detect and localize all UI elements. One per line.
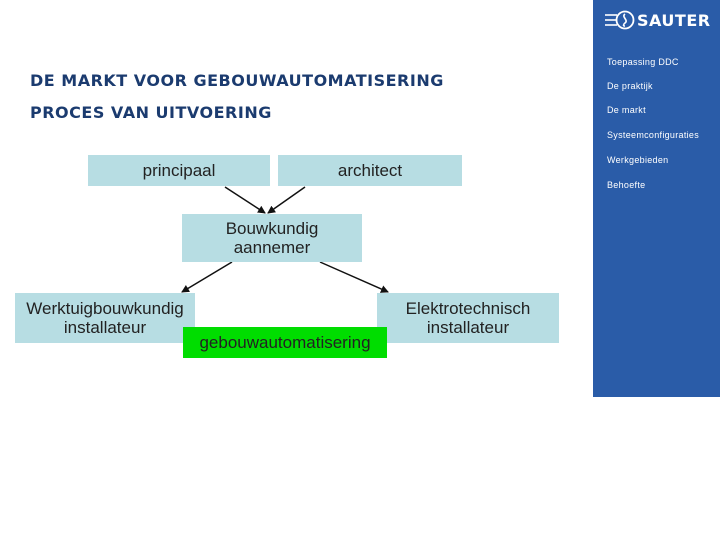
node-gebouwautomatisering: [183, 327, 387, 358]
node-gebouw-label: gebouwautomatisering: [199, 333, 371, 352]
nav-item-werkgebieden[interactable]: Werkgebieden: [607, 155, 669, 165]
arrow-architect-to-bouwkundig: [268, 187, 305, 213]
node-bouwkundig: [182, 214, 362, 262]
node-elektro-label: Elektrotechnisch installateur: [405, 299, 531, 337]
nav-item-de-praktijk[interactable]: De praktijk: [607, 81, 653, 91]
sidebar: [593, 0, 720, 397]
nav-item-toepassing-ddc[interactable]: Toepassing DDC: [607, 57, 679, 67]
page-subtitle: PROCES VAN UITVOERING: [30, 103, 272, 122]
node-bouwkundig-label: Bouwkundig aannemer: [225, 219, 319, 257]
arrow-bouwkundig-to-werktuig: [182, 262, 232, 292]
node-elektro: [377, 293, 559, 343]
arrow-principaal-to-bouwkundig: [225, 187, 265, 213]
arrow-bouwkundig-to-elektro: [320, 262, 388, 292]
page-title: DE MARKT VOOR GEBOUWAUTOMATISERING: [30, 71, 444, 90]
nav-item-systeemconfiguraties[interactable]: Systeemconfiguraties: [607, 130, 700, 140]
node-architect: [278, 155, 462, 186]
sauter-logo: [605, 9, 711, 31]
logo-text: SAUTER: [637, 10, 711, 30]
nav-item-behoefte[interactable]: Behoefte: [607, 180, 646, 190]
node-werktuig: [15, 293, 195, 343]
node-principaal: [88, 155, 270, 186]
node-architect-label: architect: [337, 161, 403, 180]
nav-item-de-markt[interactable]: De markt: [607, 105, 646, 115]
node-werktuig-label: Werktuigbouwkundig installateur: [26, 299, 184, 337]
sauter-emblem-icon: [605, 9, 635, 31]
node-principaal-label: principaal: [142, 161, 216, 180]
